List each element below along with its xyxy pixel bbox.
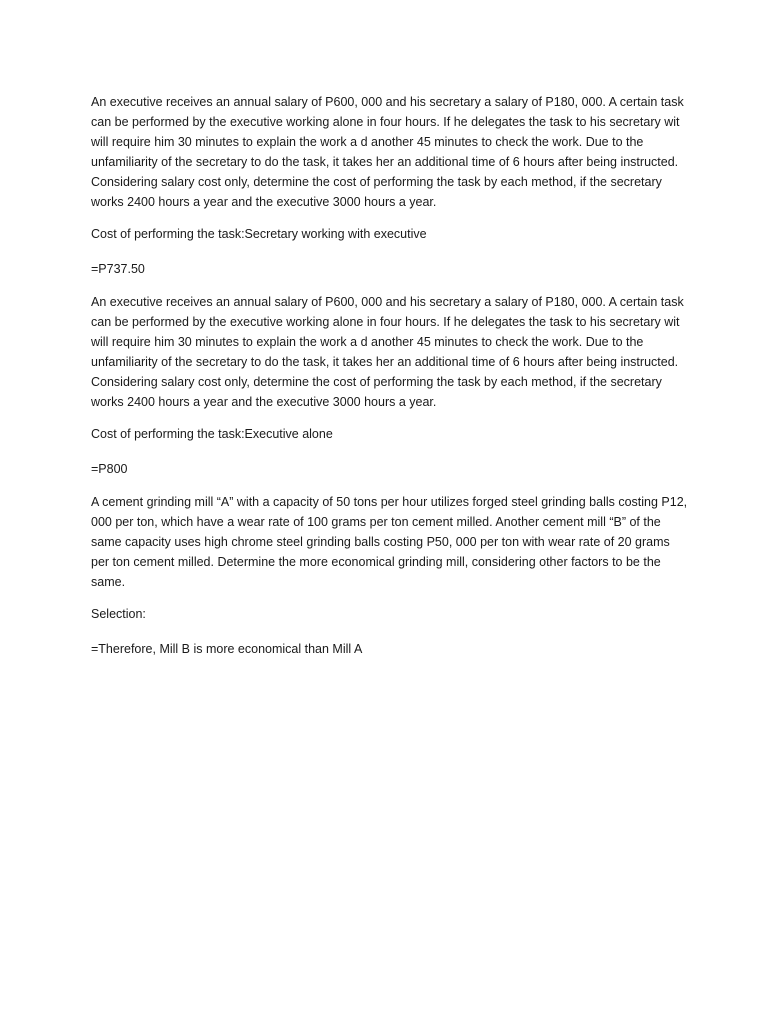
problem-2-text: An executive receives an annual salary of P600, 000 and his secretary a salary of P180, 000. A certain task can be performed by the executive working alone in four hours. If he delegates the task to his secretary wit will require him 30 minutes to explain the work a d another 45 minutes to check the work. Due to the unfamiliarity of the secretary to do the task, it takes her an additional time of 6 hours after being instructed. Considering salary cost only, determine the cost of performing the task by each method, if the secretary works 2400 hours a year and the executive 3000 hours a year.	[91, 295, 684, 409]
problem-2-label: Cost of performing the task:Executive alone	[91, 427, 333, 441]
problem-1-text: An executive receives an annual salary of P600, 000 and his secretary a salary of P180, 000. A certain task can be performed by the executive working alone in four hours. If he delegates the task to his secretary wit will require him 30 minutes to explain the work a d another 45 minutes to check the work. Due to the unfamiliarity of the secretary to do the task, it takes her an additional time of 6 hours after being instructed. Considering salary cost only, determine the cost of performing the task by each method, if the secretary works 2400 hours a year and the executive 3000 hours a year.	[91, 95, 684, 209]
problem-3-label: Selection:	[91, 607, 146, 621]
problem-3-text: A cement grinding mill “A” with a capacity of 50 tons per hour utilizes forged steel grinding balls costing P12, 000 per ton, which have a wear rate of 100 grams per ton cement milled. Another cement mill “B” of the same capacity uses high chrome steel grinding balls costing P50, 000 per ton with wear rate of 20 grams per ton cement milled. Determine the more economical grinding mill, considering other factors to be the same.	[91, 495, 688, 589]
problem-2-answer: =P800	[91, 462, 128, 476]
problem-1-label: Cost of performing the task:Secretary working with executive	[91, 227, 427, 241]
problem-3-answer: =Therefore, Mill B is more economical than Mill A	[91, 642, 363, 656]
problem-1-answer: =P737.50	[91, 262, 145, 276]
document-page	[91, 92, 691, 659]
